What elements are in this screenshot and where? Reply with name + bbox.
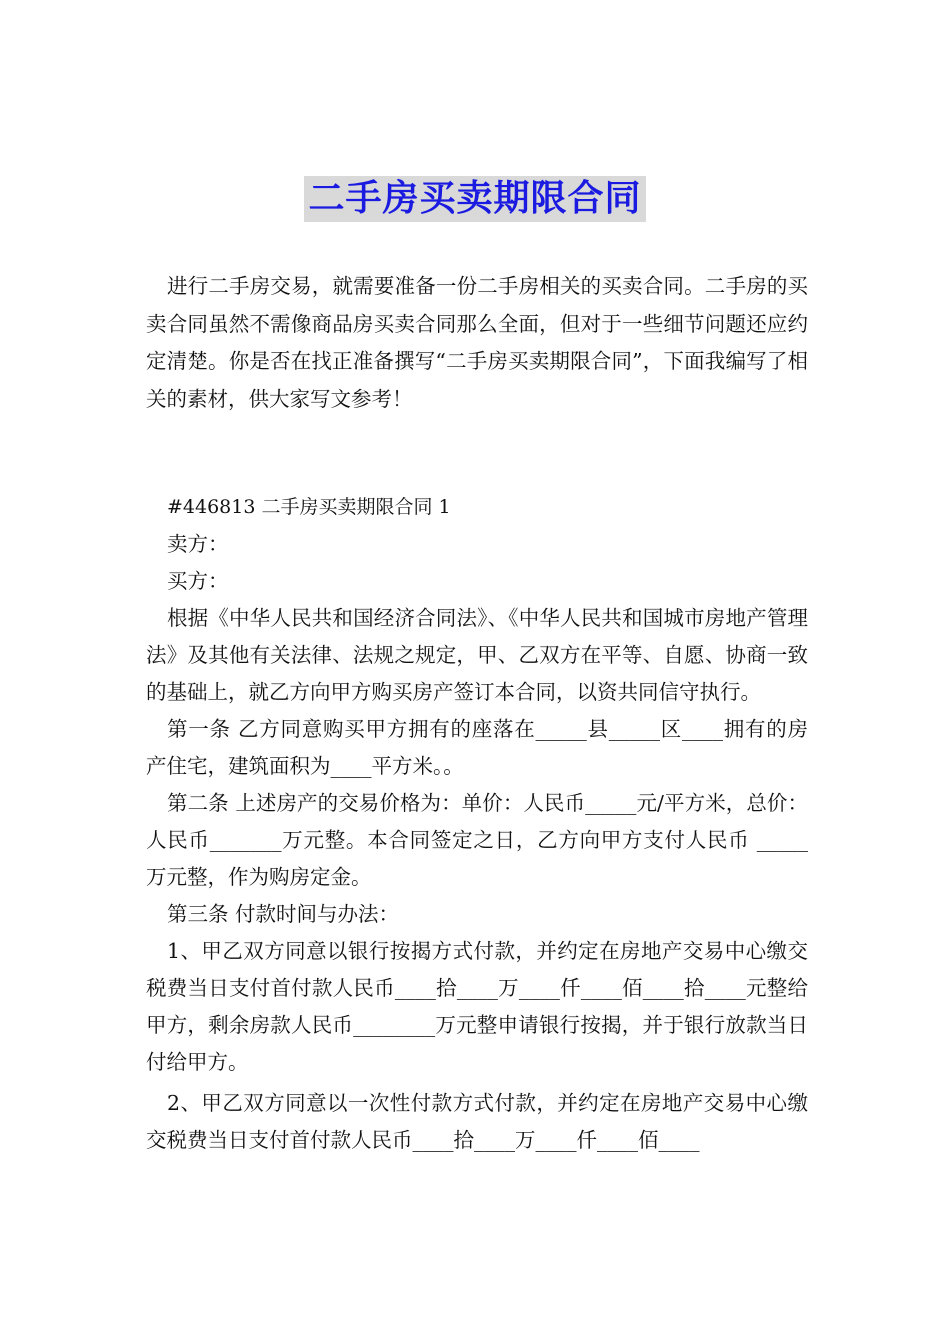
clause-2: 2、甲乙双方同意以一次性付款方式付款，并约定在房地产交易中心缴交税费当日支付首付款人民币____拾____万____仟____佰____ <box>146 1091 808 1152</box>
section-heading: #446813 二手房买卖期限合同 1 <box>167 496 451 518</box>
seller-line: 卖方： <box>167 532 229 556</box>
preamble-paragraph: 根据《中华人民共和国经济合同法》、《中华人民共和国城市房地产管理法》及其他有关法律、法规之规定，甲、乙双方在平等、自愿、协商一致的基础上，就乙方向甲方购买房产签订本合同，以资共同信守执行。 <box>146 606 808 704</box>
contract-body <box>146 488 808 1159</box>
clause-1: 1、甲乙双方同意以银行按揭方式付款，并约定在房地产交易中心缴交税费当日支付首付款人民币____拾____万____仟____佰____拾____元整给甲方，剩余房款人民币________万元整申请银行按揭，并于银行放款当日付给甲方。 <box>146 939 808 1074</box>
title-container <box>0 176 950 222</box>
article-3: 第三条 付款时间与办法： <box>167 902 400 926</box>
buyer-line: 买方： <box>167 569 229 593</box>
article-2: 第二条 上述房产的交易价格为：单价：人民币_____元/平方米，总价：人民币_______万元整。本合同签定之日，乙方向甲方支付人民币 _____万元整，作为购房定金。 <box>146 791 808 889</box>
intro-paragraph: 进行二手房交易，就需要准备一份二手房相关的买卖合同。二手房的买卖合同虽然不需像商品房买卖合同那么全面，但对于一些细节问题还应约定清楚。你是否在找正准备撰写“二手房买卖期限合同”，下面我编写了相关的素材，供大家写文参考！ <box>146 274 808 411</box>
article-1: 第一条 乙方同意购买甲方拥有的座落在_____县_____区____拥有的房产住宅，建筑面积为____平方米。。 <box>146 717 808 778</box>
document-title: 二手房买卖期限合同 <box>304 176 645 222</box>
